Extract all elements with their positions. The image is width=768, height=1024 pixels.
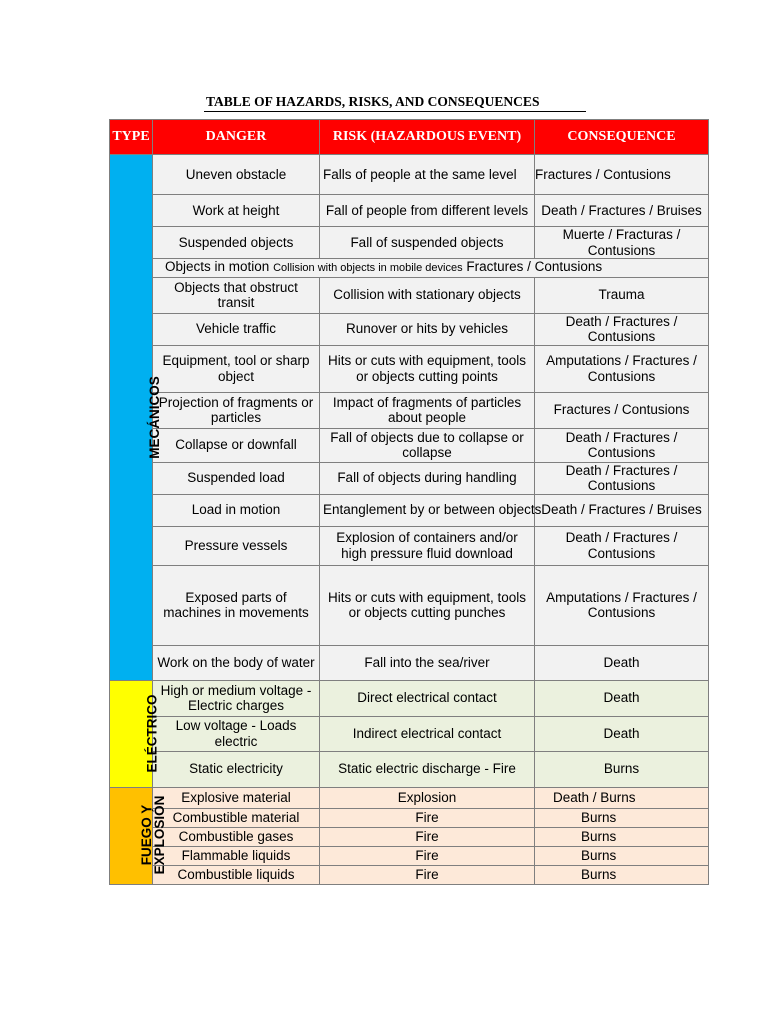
type-label: FUEGO Y EXPLOSIÓN — [139, 795, 167, 875]
table-row — [110, 313, 709, 345]
consequence-cell: Trauma — [535, 277, 709, 313]
danger-text: Objects in motion — [165, 259, 270, 274]
danger-cell: Combustible material — [153, 808, 320, 827]
risk-cell: Fall of objects during handling — [320, 462, 535, 494]
risk-cell: Runover or hits by vehicles — [320, 313, 535, 345]
table-row — [110, 195, 709, 227]
risk-cell: Impact of fragments of particles about people — [320, 392, 535, 428]
danger-cell: Suspended load — [153, 462, 320, 494]
table-row — [110, 751, 709, 787]
danger-cell: Uneven obstacle — [153, 155, 320, 195]
danger-cell: Work at height — [153, 195, 320, 227]
table-row — [110, 680, 709, 716]
consequence-cell: Amputations / Fractures / Contusions — [535, 565, 709, 645]
type-label: MECÁNICOS — [146, 375, 162, 459]
consequence-cell: Burns — [535, 865, 709, 884]
consequence-cell: Death / Fractures / Contusions — [535, 313, 709, 345]
table-row — [110, 645, 709, 680]
table-row — [110, 716, 709, 751]
table-row — [110, 277, 709, 313]
risk-cell: Direct electrical contact — [320, 680, 535, 716]
consequence-cell: Death / Burns — [535, 787, 709, 808]
danger-cell: Static electricity — [153, 751, 320, 787]
consequence-cell: Muerte / Fracturas / Contusions — [535, 227, 709, 259]
page-title: TABLE OF HAZARDS, RISKS, AND CONSEQUENCES — [206, 94, 540, 109]
consequence-cell: Death / Fractures / Bruises — [535, 195, 709, 227]
consequence-cell: Death — [535, 645, 709, 680]
consequence-cell: Amputations / Fractures / Contusions — [535, 345, 709, 392]
risk-cell: Fire — [320, 865, 535, 884]
risk-cell: Hits or cuts with equipment, tools or objects cutting points — [320, 345, 535, 392]
danger-cell: Flammable liquids — [153, 846, 320, 865]
table-row — [110, 827, 709, 846]
hazards-table — [109, 119, 709, 885]
consequence-cell: Death — [535, 680, 709, 716]
table-row — [110, 565, 709, 645]
header-danger: DANGER — [153, 120, 320, 155]
table-row — [110, 392, 709, 428]
merged-row-cell — [153, 259, 709, 278]
risk-cell: Fire — [320, 808, 535, 827]
consequence-cell: Death — [535, 716, 709, 751]
title-underline — [204, 111, 586, 112]
risk-cell: Hits or cuts with equipment, tools or objects cutting punches — [320, 565, 535, 645]
table-row — [110, 462, 709, 494]
type-cell-fuego-explosion — [110, 787, 167, 884]
danger-cell: Load in motion — [153, 494, 320, 526]
risk-cell: Fall of objects due to collapse or collapse — [320, 428, 535, 462]
header-consequence: CONSEQUENCE — [535, 120, 709, 155]
danger-cell: Projection of fragments or particles — [153, 392, 320, 428]
table-row — [110, 259, 709, 278]
danger-cell: Exposed parts of machines in movements — [153, 565, 320, 645]
table-row — [110, 787, 709, 808]
risk-cell: Falls of people at the same level — [320, 155, 535, 195]
table-row — [110, 494, 709, 526]
consequence-cell: Death / Fractures / Bruises — [535, 494, 709, 526]
consequence-cell: Burns — [535, 808, 709, 827]
danger-cell: Low voltage - Loads electric — [153, 716, 320, 751]
risk-cell: Collision with stationary objects — [320, 277, 535, 313]
risk-cell: Entanglement by or between objects — [320, 494, 535, 526]
danger-cell: Work on the body of water — [153, 645, 320, 680]
risk-cell: Fall into the sea/river — [320, 645, 535, 680]
consequence-cell: Burns — [535, 846, 709, 865]
consequence-cell: Death / Fractures / Contusions — [535, 462, 709, 494]
danger-cell: Explosive material — [153, 787, 320, 808]
table-row — [110, 865, 709, 884]
header-type: TYPE — [110, 120, 153, 155]
consequence-cell: Fractures / Contusions — [535, 392, 709, 428]
header-risk: RISK (HAZARDOUS EVENT) — [320, 120, 535, 155]
risk-cell: Static electric discharge - Fire — [320, 751, 535, 787]
risk-cell: Fall of people from different levels — [320, 195, 535, 227]
risk-cell: Fall of suspended objects — [320, 227, 535, 259]
table-row — [110, 155, 709, 195]
table-row — [110, 345, 709, 392]
type-cell-mecanicos — [110, 155, 162, 681]
risk-cell: Fire — [320, 827, 535, 846]
table-row — [110, 428, 709, 462]
table-row — [110, 846, 709, 865]
danger-cell: Pressure vessels — [153, 526, 320, 565]
table-row — [110, 526, 709, 565]
table-row — [110, 808, 709, 827]
danger-cell: Equipment, tool or sharp object — [153, 345, 320, 392]
table-row — [110, 227, 709, 259]
table-header-row — [110, 120, 709, 155]
type-label: ELÉCTRICO — [144, 694, 160, 773]
consequence-cell: Burns — [535, 751, 709, 787]
risk-cell: Explosion — [320, 787, 535, 808]
risk-text: Collision with objects in mobile devices — [273, 262, 463, 274]
consequence-cell: Death / Fractures / Contusions — [535, 428, 709, 462]
danger-cell: Vehicle traffic — [153, 313, 320, 345]
consequence-cell: Fractures / Contusions — [535, 155, 709, 195]
danger-cell: Collapse or downfall — [153, 428, 320, 462]
risk-cell: Explosion of containers and/or high pressure fluid download — [320, 526, 535, 565]
danger-cell: Suspended objects — [153, 227, 320, 259]
risk-cell: Fire — [320, 846, 535, 865]
risk-cell: Indirect electrical contact — [320, 716, 535, 751]
danger-cell: Combustible liquids — [153, 865, 320, 884]
danger-cell: Combustible gases — [153, 827, 320, 846]
consequence-cell: Burns — [535, 827, 709, 846]
consequence-text: Fractures / Contusions — [466, 259, 603, 274]
danger-cell: Objects that obstruct transit — [153, 277, 320, 313]
danger-cell: High or medium voltage - Electric charges — [153, 680, 320, 716]
consequence-cell: Death / Fractures / Contusions — [535, 526, 709, 565]
type-cell-electrico — [110, 680, 160, 787]
